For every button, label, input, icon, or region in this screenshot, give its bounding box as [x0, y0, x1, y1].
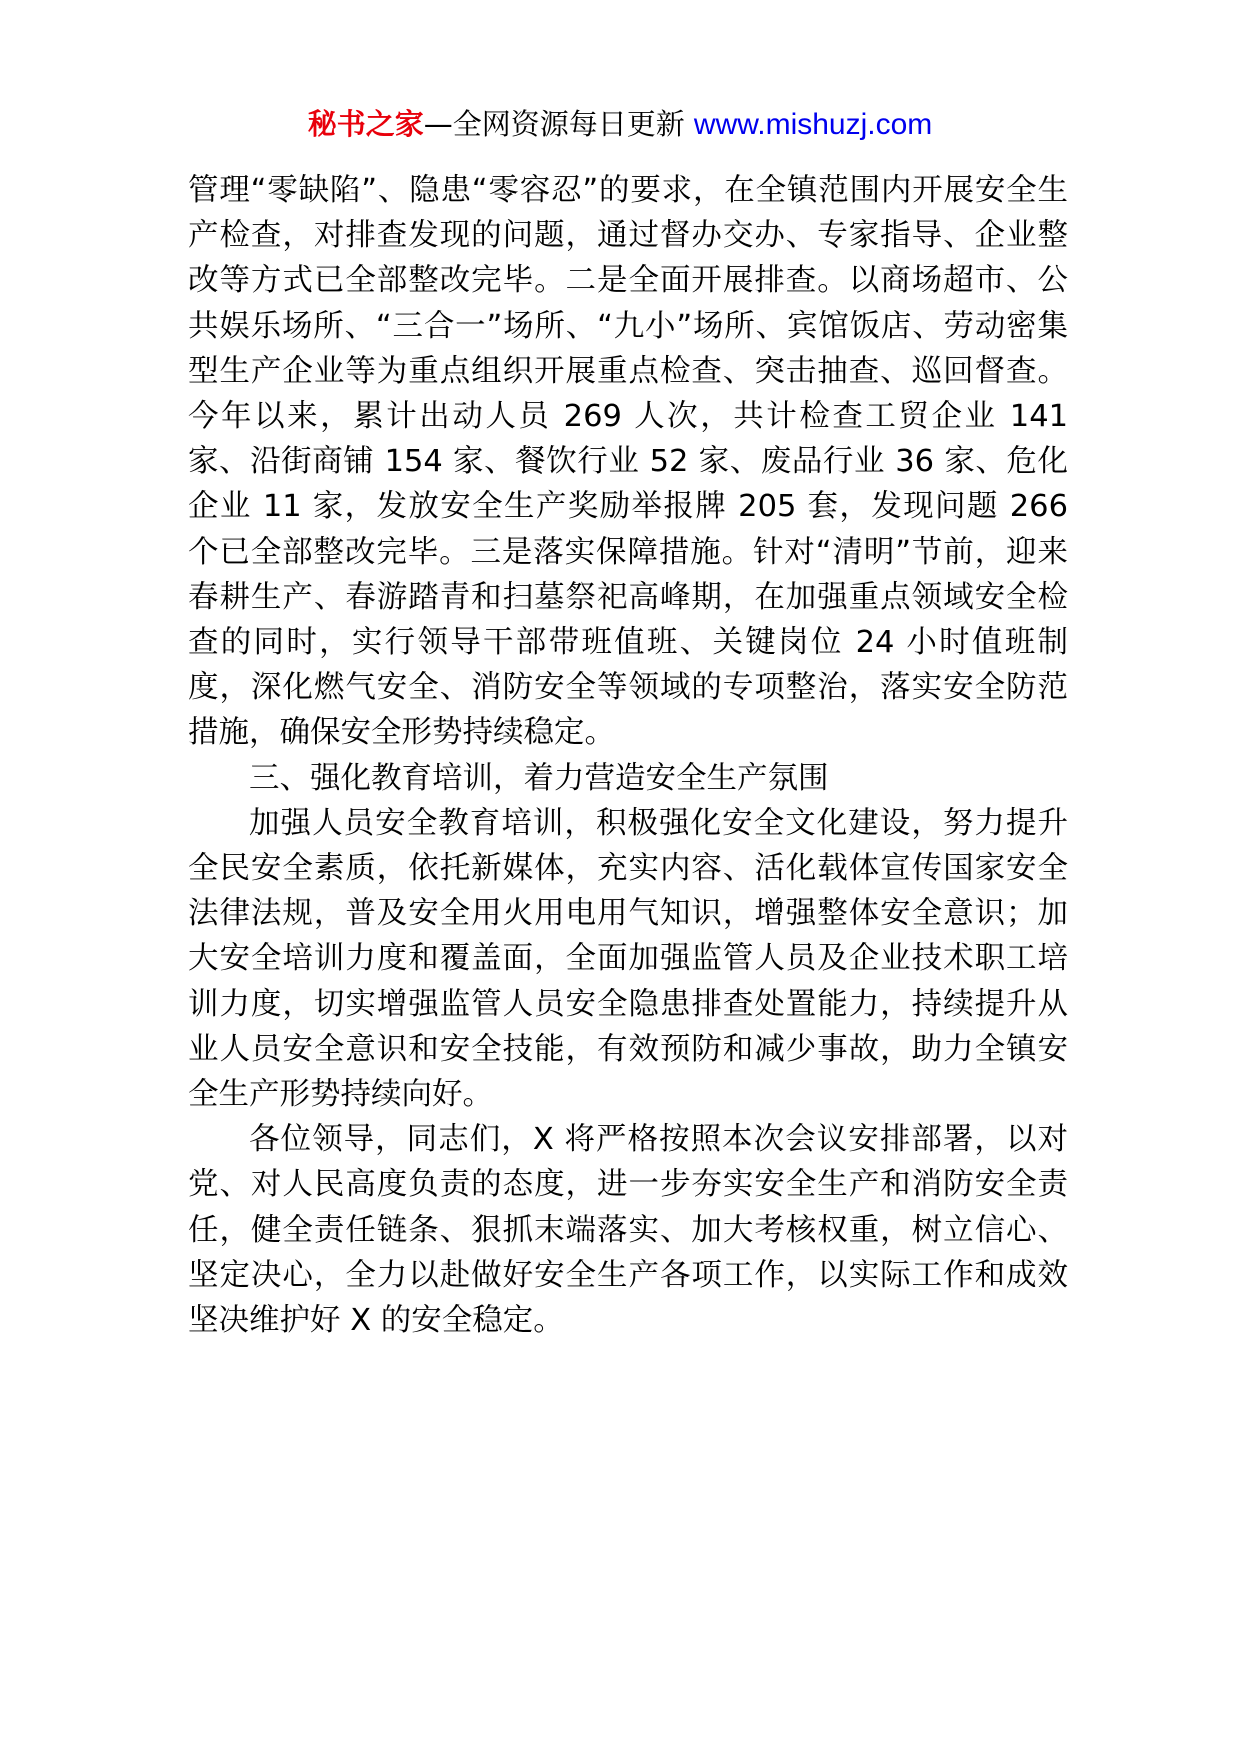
header-tagline: —全网资源每日更新: [423, 107, 694, 141]
document-body: [188, 168, 1068, 1343]
page-header: [0, 100, 1240, 149]
section-heading: 三、强化教育培训，着力营造安全生产氛围: [249, 760, 829, 796]
paragraph-training: 加强人员安全教育培训，积极强化安全文化建设，努力提升全民安全素质，依托新媒体，充实内容、活化载体宣传国家安全法律法规，普及安全用火用电用气知识，增强整体安全意识；加大安全培训力度和覆盖面，全面加强监管人员及企业技术职工培训力度，切实增强监管人员安全隐患排查处置能力，持续提升从业人员安全意识和安全技能，有效预防和减少事故，助力全镇安全生产形势持续向好。: [188, 805, 1068, 1113]
brand-name: 秘书之家: [307, 107, 424, 141]
paragraph-continuation: 管理“零缺陷”、隐患“零容忍”的要求，在全镇范围内开展安全生产检查，对排查发现的问题，通过督办交办、专家指导、企业整改等方式已全部整改完毕。二是全面开展排查。以商场超市、公共娱乐场所、“三合一”场所、“九小”场所、宾馆饭店、劳动密集型生产企业等为重点组织开展重点检查、突击抽查、巡回督查。今年以来，累计出动人员 269 人次，共计检查工贸企业 141 家、沿街商铺 154 家、餐饮行业 52 家、废品行业 36 家、危化企业 11 家，发放安全生产奖励举报牌 205 套，发现问题 266 个已全部整改完毕。三是落实保障措施。针对“清明”节前，迎来春耕生产、春游踏青和扫墓祭祀高峰期，在加强重点领域安全检查的同时，实行领导干部带班值班、关键岗位 24 小时值班制度，深化燃气安全、消防安全等领域的专项整治，落实安全防范措施，确保安全形势持续稳定。: [188, 173, 1068, 751]
paragraph-closing: 各位领导，同志们，X 将严格按照本次会议安排部署，以对党、对人民高度负责的态度，进一步夯实安全生产和消防安全责任，健全责任链条、狠抓末端落实、加大考核权重，树立信心、坚定决心，全力以赴做好安全生产各项工作，以实际工作和成效坚决维护好 X 的安全稳定。: [188, 1122, 1068, 1339]
site-url-link[interactable]: www.mishuzj.com: [693, 108, 933, 141]
